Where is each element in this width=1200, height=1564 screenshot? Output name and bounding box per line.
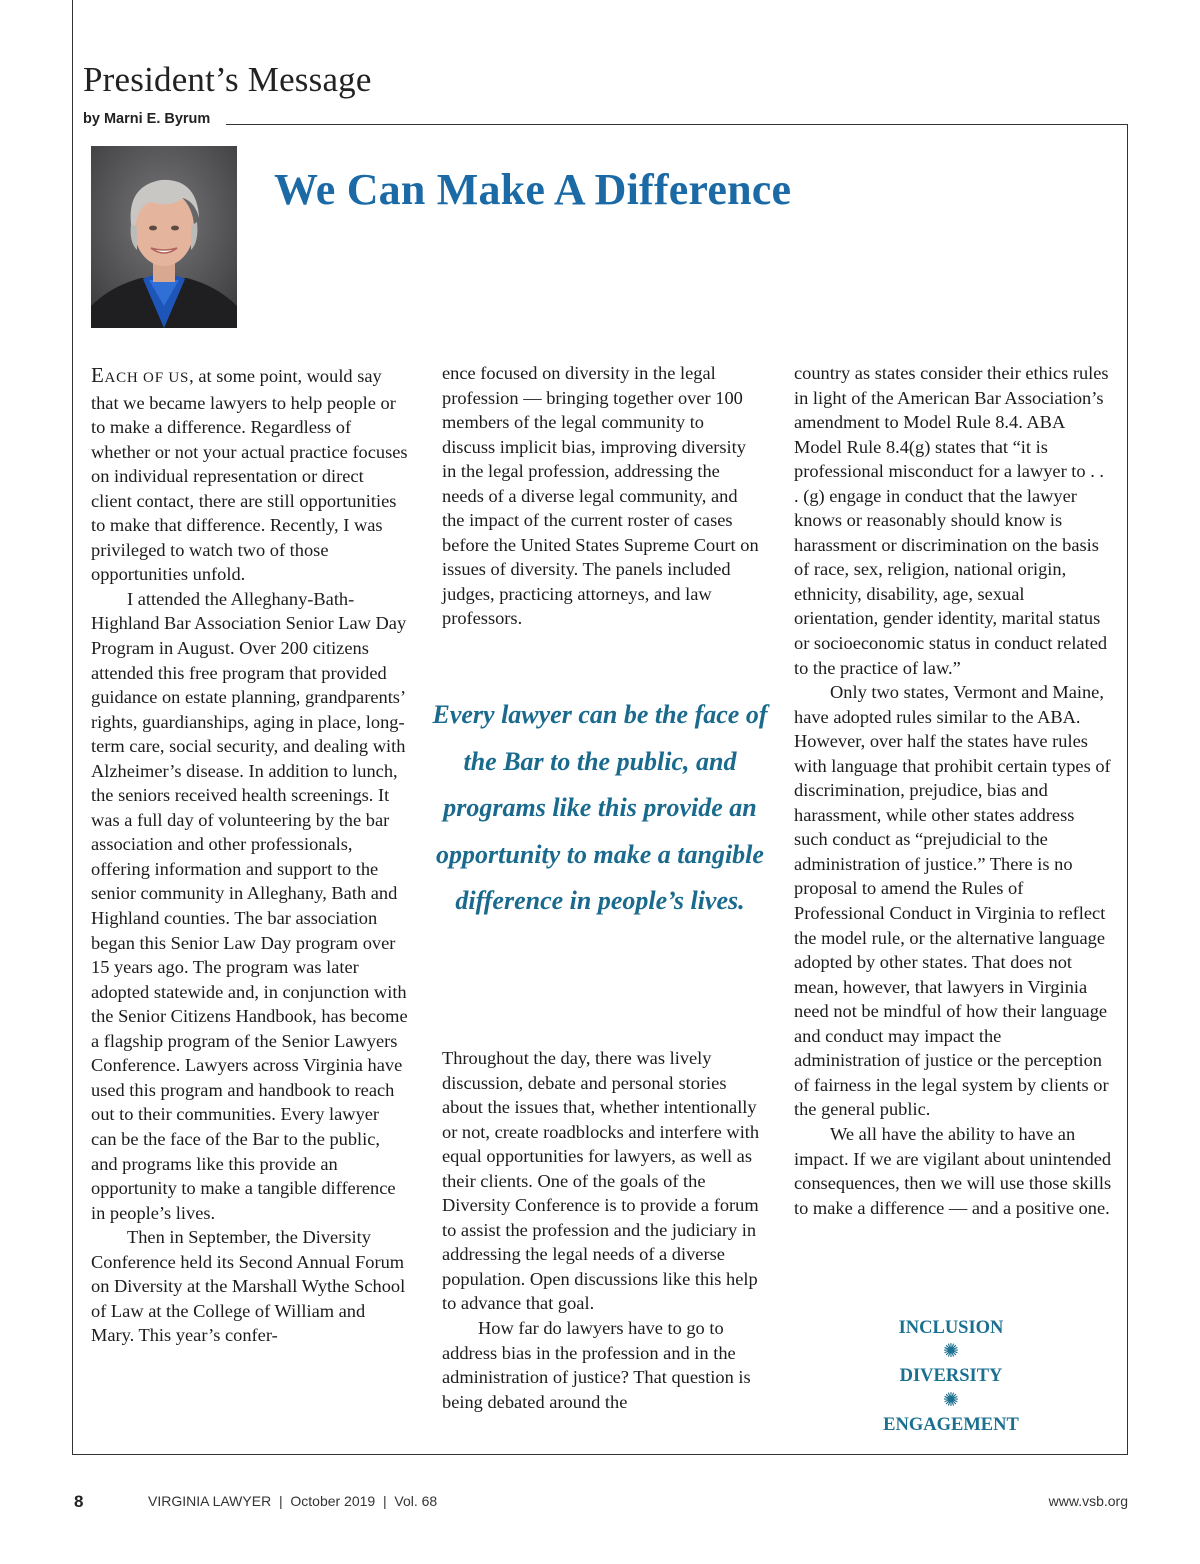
column-1-paragraph-3: Then in September, the Diversity Conference held its Second Annual Forum on Diversity at the Marshall Wythe School of Law at the College of William and Mary. This year’s confer- (91, 1227, 406, 1346)
article-column-1 (91, 363, 409, 1348)
website-link[interactable]: www.vsb.org (1048, 1493, 1128, 1509)
starburst-icon: ✺ (943, 1389, 959, 1411)
article-column-2-bottom (442, 1046, 760, 1414)
author-photo (91, 146, 237, 328)
left-margin-rule (72, 0, 73, 1455)
column-1-paragraph-1: EACH OF US, at some point, would say that we became lawyers to help people or to make a difference. Regardless of whether or not your actual practice focuses on individual representation or direct client contact, there are still opportunities to make that difference. Recently, I was privileged to watch two of those opportunities unfold. (91, 363, 408, 585)
section-title: President’s Message (83, 60, 372, 99)
column-3-paragraph-3: We all have the ability to have an impact. If we are vigilant about unintended consequences, then we will use those skills to make a difference — and a positive one. (794, 1123, 1112, 1218)
motto-engagement: ENGAGEMENT (883, 1414, 1019, 1435)
article-column-2-top (442, 361, 760, 631)
pull-quote: Every lawyer can be the face of the Bar to the public, and programs like this provide an opportunity to make a tangible difference in people’s lives. (432, 700, 768, 915)
article-headline: We Can Make A Difference (274, 165, 792, 214)
article-box-right-rule (1127, 124, 1128, 1455)
column-2-paragraph-1: ence focused on diversity in the legal profession — bringing together over 100 members of the legal community to discuss implicit bias, improving diversity in the legal profession, addressing the needs of a diverse legal community, and the impact of the current roster of cases before the United States Supreme Court on issues of diversity. The panels included judges, practicing attorneys, and law professors. (442, 363, 759, 629)
diversity-motto (862, 1316, 1040, 1437)
article-column-3 (794, 361, 1112, 1220)
column-2-paragraph-3: How far do lawyers have to go to address bias in the profession and in the administration of justice? That question is being debated around the (442, 1318, 751, 1412)
motto-inclusion: INCLUSION (898, 1318, 1004, 1338)
column-3-paragraph-2: Only two states, Vermont and Maine, have adopted rules similar to the ABA. However, over half the states have rules with language that prohibit certain types of discrimination, prejudice, bias and harassment, while other states address such conduct as “prejudicial to the administration of justice.” There is no proposal to amend the Rules of Professional Conduct in Virginia to reflect the model rule, or the alternative language adopted by other states. That does not mean, however, that lawyers in Virginia need not be mindful of how their language and conduct may impact the administration of justice or the perception of fairness in the legal system by clients or the general public. (794, 682, 1111, 1120)
drop-cap-lead-in: EACH OF US (91, 363, 190, 387)
article-box-bottom-rule (72, 1454, 1128, 1455)
starburst-icon: ✺ (943, 1341, 959, 1363)
byline: by Marni E. Byrum (83, 111, 211, 127)
publication-info: VIRGINIA LAWYER | October 2019 | Vol. 68 (148, 1493, 438, 1509)
column-3-paragraph-1: country as states consider their ethics rules in light of the American Bar Association’s amendment to Model Rule 8.4. ABA Model Rule 8.4(g) states that “it is professional misconduct for a lawyer to . . . (g) engage in conduct that the lawyer knows or reasonably should know is harassment or discrimination on the basis of race, sex, religion, national origin, ethnicity, disability, age, sexual orientation, gender identity, marital status or socioeconomic status in conduct related to the practice of law.” (794, 363, 1109, 678)
column-2-paragraph-2: Throughout the day, there was lively discussion, debate and personal stories about the issues that, whether intentionally or not, create roadblocks and interfere with equal opportunities for lawyers, as well as their clients. One of the goals of the Diversity Conference is to provide a forum to assist the profession and the judiciary in addressing the legal needs of a diverse population. Open discussions like this help to advance that goal. (442, 1048, 760, 1314)
page-number: 8 (74, 1492, 84, 1511)
motto-diversity: DIVERSITY (899, 1366, 1003, 1387)
article-box-top-rule (226, 124, 1128, 125)
portrait-image (91, 146, 237, 328)
column-1-paragraph-2: I attended the Alleghany-Bath-Highland Bar Association Senior Law Day Program in August. Over 200 citizens attended this free program that provided guidance on estate planning, grandparents’ rights, guardianships, aging in place, long-term care, social security, and dealing with Alzheimer’s disease. In addition to lunch, the seniors received health screenings. It was a full day of volunteering by the bar association and other professionals, offering information and support to the senior community in Alleghany, Bath and Highland counties. The bar association began this Senior Law Day program over 15 years ago. The program was later adopted statewide and, in conjunction with the Senior Citizens Handbook, has become a flagship program of the Senior Lawyers Conference. Lawyers across Virginia have used this program and handbook to reach out to their communities. Every lawyer can be the face of the Bar to the public, and programs like this provide an opportunity to make a tangible difference in people’s lives. (91, 588, 408, 1223)
